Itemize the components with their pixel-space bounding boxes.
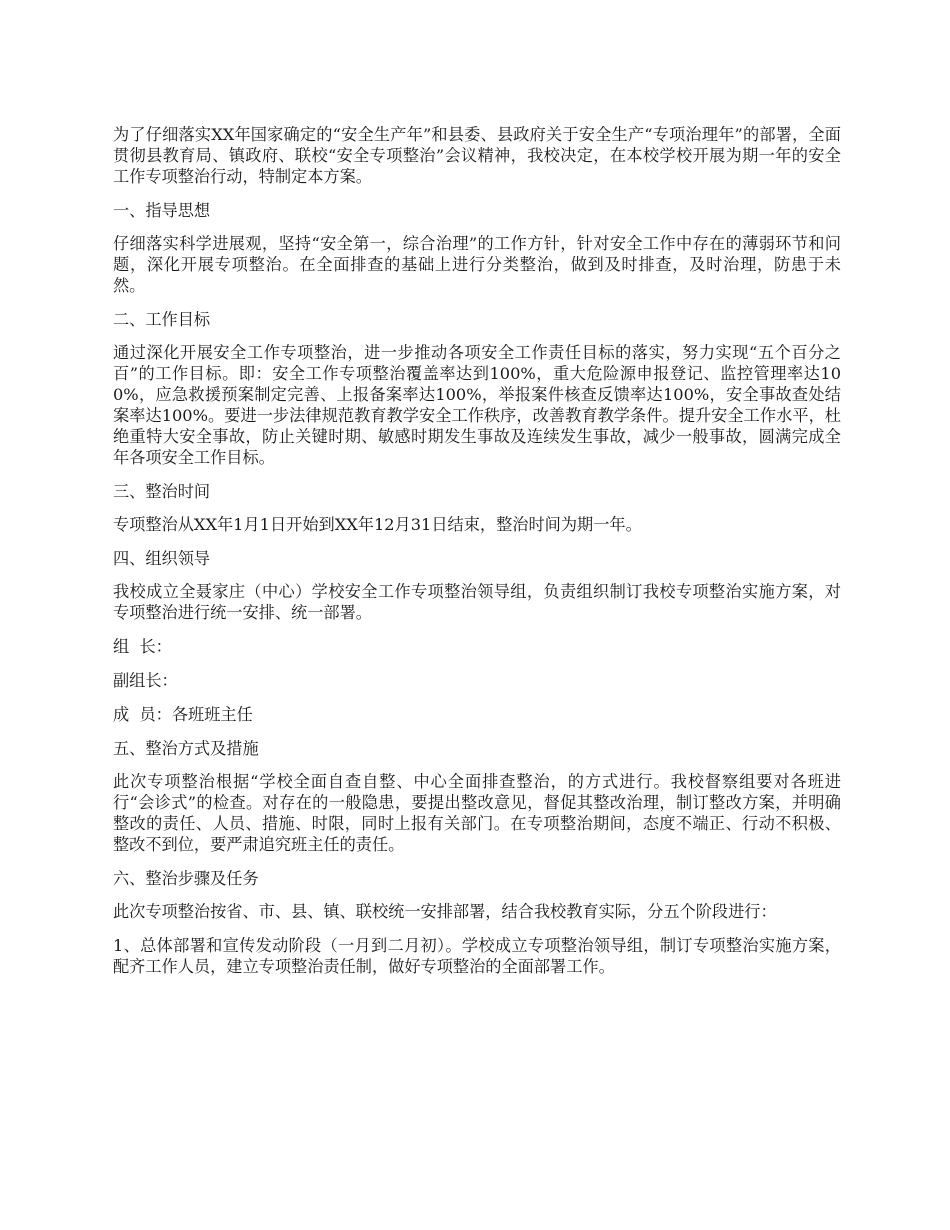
intro-paragraph: 为了仔细落实XX年国家确定的“安全生产年”和县委、县政府关于安全生产“专项治理年”的部署，全面贯彻县教育局、镇政府、联校“安全专项整治”会议精神，我校决定，在本校学校开展为期一年的安全工作专项整治行动，特制定本方案。 [113,125,841,186]
section-heading-methods: 五、整治方式及措施 [113,739,259,758]
document-page [113,124,841,990]
section-heading-work-goals: 二、工作目标 [113,310,211,329]
section-heading-rectification-time: 三、整治时间 [113,482,211,501]
body-paragraph: 我校成立全聂家庄（中心）学校安全工作专项整治领导组，负责组织制订我校专项整治实施方案，对专项整治进行统一安排、统一部署。 [113,582,841,622]
team-leader-line: 组 长： [113,637,172,656]
members-line: 成 员：各班班主任 [113,705,253,724]
body-paragraph: 仔细落实科学进展观，坚持“安全第一，综合治理”的工作方针，针对安全工作中存在的薄弱环节和问题，深化开展专项整治。在全面排查的基础上进行分类整治，做到及时排查，及时治理，防患于未然。 [113,234,841,295]
section-heading-guiding-ideology: 一、指导思想 [113,201,211,220]
deputy-leader-line: 副组长： [113,671,178,690]
body-paragraph: 1、总体部署和宣传发动阶段（一月到二月初）。学校成立专项整治领导组，制订专项整治实施方案，配齐工作人员，建立专项整治责任制，做好专项整治的全面部署工作。 [113,936,841,976]
body-paragraph: 专项整治从XX年1月1日开始到XX年12月31日结束，整治时间为期一年。 [113,515,642,534]
section-heading-organization: 四、组织领导 [113,549,211,568]
section-heading-steps: 六、整治步骤及任务 [113,869,259,888]
body-paragraph: 通过深化开展安全工作专项整治，进一步推动各项安全工作责任目标的落实，努力实现“五个百分之百”的工作目标。即：安全工作专项整治覆盖率达到100%，重大危险源申报登记、监控管理率达100%，应急救援预案制定完善、上报备案率达100%，举报案件核查反馈率达100%，安全事故查处结案率达100%。要进一步法律规范教育教学安全工作秩序，改善教育教学条件。提升安全工作水平，杜绝重特大安全事故，防止关键时期、敏感时期发生事故及连续发生事故，减少一般事故，圆满完成全年各项安全工作目标。 [113,343,841,467]
body-paragraph: 此次专项整治按省、市、县、镇、联校统一安排部署，结合我校教育实际，分五个阶段进行： [113,902,777,921]
body-paragraph: 此次专项整治根据“学校全面自查自整、中心全面排查整治，的方式进行。我校督察组要对各班进行“会诊式”的检查。对存在的一般隐患，要提出整改意见，督促其整改治理，制订整改方案，并明确整改的责任、人员、措施、时限，同时上报有关部门。在专项整治期间，态度不端正、行动不积极、整改不到位，要严肃追究班主任的责任。 [113,772,841,854]
